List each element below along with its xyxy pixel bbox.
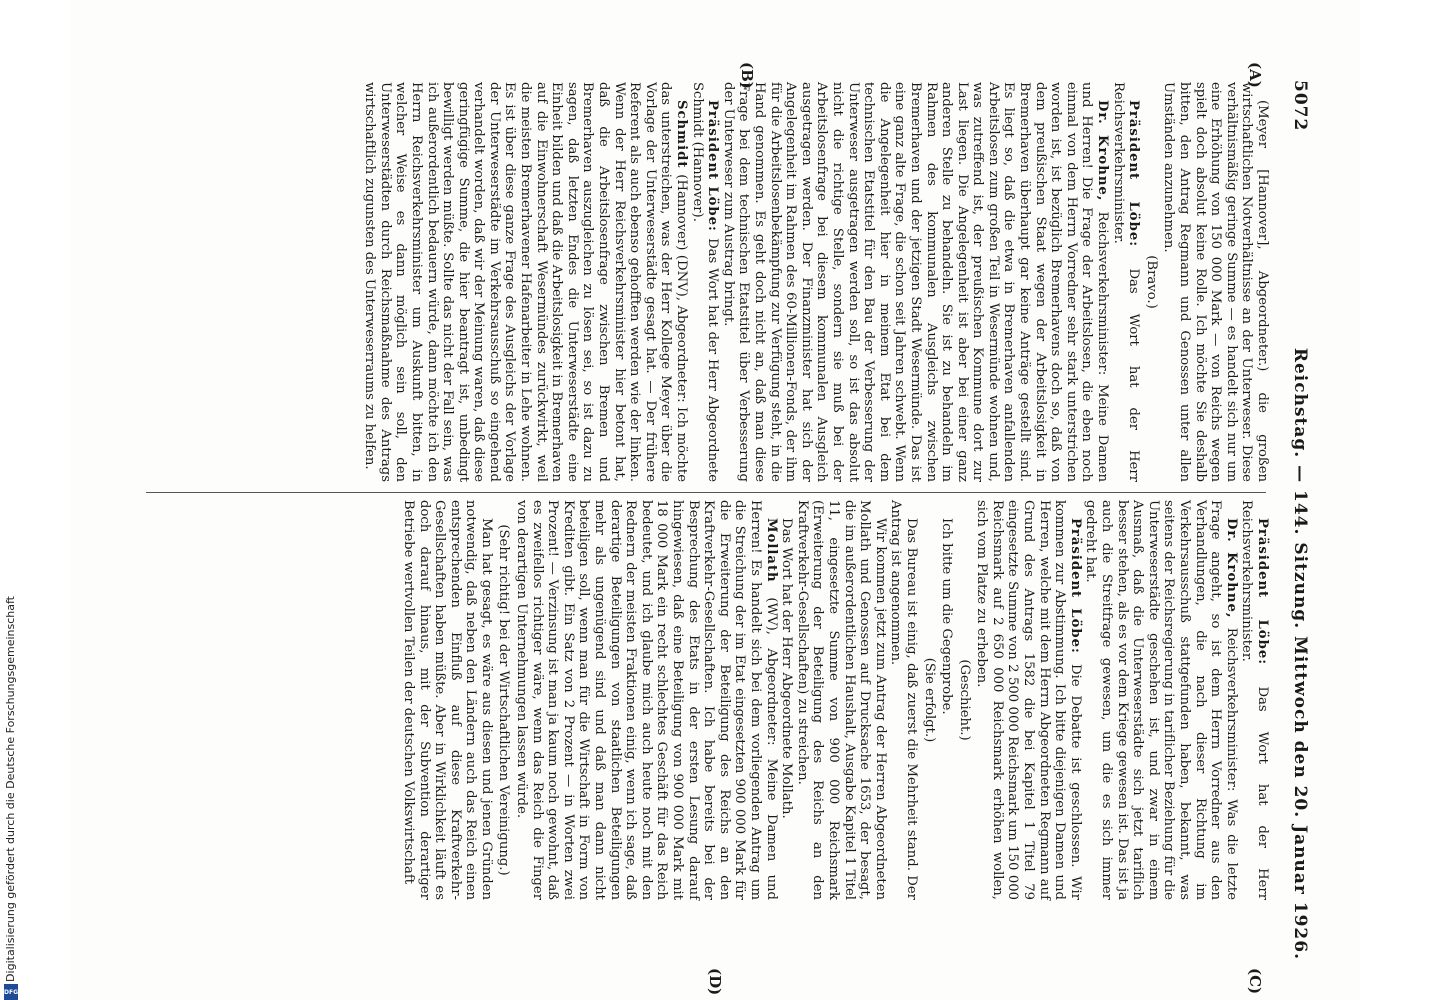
margin-mark-a: (A) — [1246, 62, 1264, 88]
rotated-page-content — [70, 0, 1360, 1000]
paragraph-text: Ich bitte um die Gegenprobe. — [939, 518, 955, 715]
dfg-logo-icon: DFG — [4, 984, 18, 1000]
left-column — [362, 82, 1270, 482]
margin-mark-d: (D) — [706, 968, 724, 996]
paragraph-text: Das Wort hat der Herr Reichsverkehrsminister. — [1110, 82, 1142, 482]
paragraph-text: Reichsverkehrsminister: Was die letzte Frage angeht, so ist dem Herrn Vorredner aus den Verhandlungen, die nach dieser Richtung im Verkehrsausschuß stattgefunden haben, bekannt, was seitens der Reichsregierung in tariflicher Beziehung für die Unterweserstädte geschehen ist, und zwar in einem Ausmaß, daß die Unterweserstädte sich jetzt tariflich besser stehen, als es vor dem Kriege gewesen ist. Das ist ja auch die Streitfrage gewesen, um die es sich immer gedreht hat. — [1083, 500, 1239, 900]
paragraph-text: Reichsverkehrsminister: Meine Damen und Herren! Die Frage der Arbeitslosen, die eben noch einmal von dem Herrn Vorredner sehr stark unterstrichen worden ist, ist bezüglich Bremerhavens doch so, daß von dem preußischen Staat wegen der Arbeitslosigkeit in Bremerhaven überhaupt gar keine Anträge gestellt sind. Es liegt so, daß die etwa in Bremerhaven anfallenden Arbeitslosen zum großen Teil in Wesermünde wohnen und, was zutreffend ist, der preußischen Kommune dort zur Last liegen. Die Angelegenheit ist aber bei einer ganz anderen Stelle zu behandeln. Sie ist zu behandeln im Rahmen des kommunalen Ausgleichs zwischen Bremerhaven und der jetzigen Stadt Wesermünde. Das ist eine ganz alte Frage, die schon seit Jahren schwebt. Wenn die Angelegenheit hier in meinem Etat bei dem technischen Etatstitel für den Bau der Verbesserung der Unterweser ausgetragen werden soll, so ist das absolut nicht die richtige Stelle, sondern sie muß bei der Arbeitslosenfrage bei diesem kommunalen Ausgleich ausgetragen werden. Der Finanzminister hat sich der Angelegenheit im Rahmen des 60-Millionen-Fonds, der ihm für die Arbeitslosenbekämpfung zur Verfügung steht, in die Hand genommen. Es geht doch nicht an, daß man diese Frage bei dem technischen Etatstitel über Verbesserung der Unterweser zum Austrag bringt. — [720, 82, 1111, 483]
speaker-name: Präsident Löbe: — [1067, 518, 1083, 665]
interjection: (Bravo.) — [1143, 255, 1159, 309]
paragraph-text: Man hat gesagt, es wäre aus diesen und jenen Gründen notwendig, daß neben den Ländern auch das Reich einen entsprechenden Einfluß auf diese Kraftverkehr-Gesellschaften haben müßte. Aber in Wirklichkeit läuft es doch darauf hinaus, mit der Subvention derartiger Betriebe wertvollen Teilen der deutschen Volkswirtschaft — [400, 500, 494, 900]
interjection: (Sie erfolgt.) — [921, 657, 937, 743]
page-title: Reichstag. — 144. Sitzung. Mittwoch den 20. Januar 1926. — [1290, 347, 1310, 960]
speaker-name: Schmidt — [674, 100, 690, 175]
right-column — [400, 500, 1270, 900]
paragraph — [974, 500, 1083, 900]
speaker-name: Dr. Krohne, — [1223, 518, 1239, 628]
paragraph — [779, 500, 795, 900]
funding-footer — [0, 0, 28, 1000]
interjection: (Sehr richtig! bei der Wirtschaftlichen Vereinigung.) — [496, 524, 512, 876]
page-number: 5072 — [1290, 80, 1310, 132]
scanned-page — [70, 0, 1360, 1000]
paragraph — [794, 500, 888, 900]
paragraph-text: (Meyer [Hannover], Abgeordneter.) die großen wirtschaftlichen Notverhältnisse an der Unterweser. Diese verhältnismäßig geringe Summe — es handelt sich nur um eine Erhöhung von 150 000 Mark — von Reichs wegen spielt doch absolut keine Rolle. Ich möchte Sie deshalb bitten, den Antrag Regmann und Genossen unter allen Umständen anzunehmen. — [1161, 82, 1270, 482]
paragraph-text: Das Wort hat der Herr Abgeordnete Mollath. — [779, 518, 795, 819]
paragraph-text: Die Debatte ist geschlossen. Wir kommen zur Abstimmung. Ich bitte diejenigen Damen und Herren, welche mit dem Herrn Abgeordneten Regmann auf Grund des Antrags 1582 die bei Kapitel 1 Titel 79 eingesetzte Summe von 2 500 000 Reichsmark um 150 000 Reichsmark auf 2 650 000 Reichsmark erhöhen wollen, sich vom Platze zu erheben. — [974, 500, 1083, 900]
page-header — [1290, 80, 1310, 960]
speaker-name: Präsident Löbe: — [705, 100, 721, 239]
paragraph — [689, 82, 720, 482]
speaker-name: Präsident Löbe: — [1255, 518, 1270, 687]
margin-mark-b: (B) — [738, 62, 756, 89]
speaker-name: Mollath — [763, 518, 779, 598]
paragraph — [400, 500, 494, 900]
paragraph-text: Das Bureau ist einig, daß zuerst die Mehrheit stand. Der Antrag ist angenommen. — [888, 500, 919, 900]
paragraph — [1239, 500, 1270, 900]
paragraph — [939, 500, 955, 900]
margin-mark-c: (C) — [1246, 968, 1264, 995]
paragraph — [514, 500, 779, 900]
paragraph — [1110, 82, 1141, 482]
column-divider — [146, 492, 1266, 493]
paragraph-text: (Hannover) (DNV), Abgeordneter: Ich möchte das unterstreichen, was der Herr Kollege Meyer über die Vorlage der Unterweserstädte gesagt hat. — Der frühere Referent als auch ebenso gehofften werden wie der linken. Wenn der Herr Reichsverkehrsminister hier betont hat, daß die Arbeitslosenfrage zwischen Bremen und Bremerhaven auszugleichen zu lösen sei, so ist dazu zu sagen, daß letzten Endes die Unterweserstädte eine Einheit bilden und daß die Arbeitslosigkeit in Bremerhaven auf die Einwohnerschaft Wesermündes zurückwirkt, weil die meisten Bremerhavener Hafenarbeiter in Lehe wohnen. Es ist über diese ganze Frage des Ausgleichs der Vorlage der Unterweserstädte im Verkehrsausschuß so eingehend verhandelt worden, daß wir der Meinung waren, daß diese geringfügige Summe, die hier beantragt ist, unbedingt bewilligt werden müßte. Sollte das nicht der Fall sein, was ich außerordentlich bedauern würde, dann möchte ich den Herrn Reichsverkehrsminister um Auskunft bitten, in welcher Weise es dann möglich sein soll, den Unterweserstädten durch Reichsmaßnahme des Antrags wirtschaftlich zugunsten des Unterweserraums zu helfen. — [362, 82, 690, 482]
interjection: (Geschieht.) — [956, 659, 972, 741]
paragraph — [1161, 82, 1270, 482]
paragraph — [720, 82, 1110, 482]
paragraph-text: Das Wort hat der Herr Abgeordnete Schmidt (Hannover). — [689, 82, 721, 482]
paragraph — [888, 500, 919, 900]
speaker-name: Dr. Krohne, — [1095, 100, 1111, 212]
paragraph-text: Das Wort hat der Herr Reichsverkehrsminister. — [1239, 500, 1270, 900]
paragraph-text: Wir kommen jetzt zum Antrag der Herren Abgeordneten Mollath und Genossen auf Drucksache 1653, der besagt, die im außerordentlichen Haushalt, Ausgabe Kapitel 1 Titel 11, eingesetzte Summe von 900 000 Reichsmark (Erweiterung der Beteiligung des Reichs an den Kraftverkehr-Gesellschaften) zu streichen. — [794, 500, 888, 900]
paragraph-text: (WV), Abgeordneter: Meine Damen und Herren! Es handelt sich bei dem vorliegenden Antrag um die Streichung der im Etat eingesetzten 900 000 Mark für die Erweiterung der Beteiligung des Reichs an den Kraftverkehr-Gesellschaften. Ich habe bereits bei der Besprechung des Etats in der ersten Lesung darauf hingewiesen, daß eine Beteiligung von 900 000 Mark mit 18 000 Mark ein recht schlechtes Geschäft für das Reich bedeutet, und ich glaube mich auch heute noch mit den Rednern der meisten Fraktionen einig, wenn ich sage, daß derartige Beteiligungen von staatlichen Beteiligungen mehr als ungenügend sind und daß man dann nicht beteiligen soll, wenn man für die Wirtschaft in Form von Krediten gibt. Ein Satz von 2 Prozent — in Worten zwei Prozent! — Verzinsung ist man ja kaum noch gewohnt, daß es zweifellos richtiger wäre, wenn das Reich die Finger von derartigen Unternehmungen lassen würde. — [514, 500, 779, 900]
paragraph — [362, 82, 689, 482]
funding-note: Digitalisierung gefördert durch die Deutsche Forschungsgemeinschaft — [4, 596, 17, 982]
speaker-name: Präsident Löbe: — [1126, 100, 1142, 269]
paragraph — [1083, 500, 1239, 900]
